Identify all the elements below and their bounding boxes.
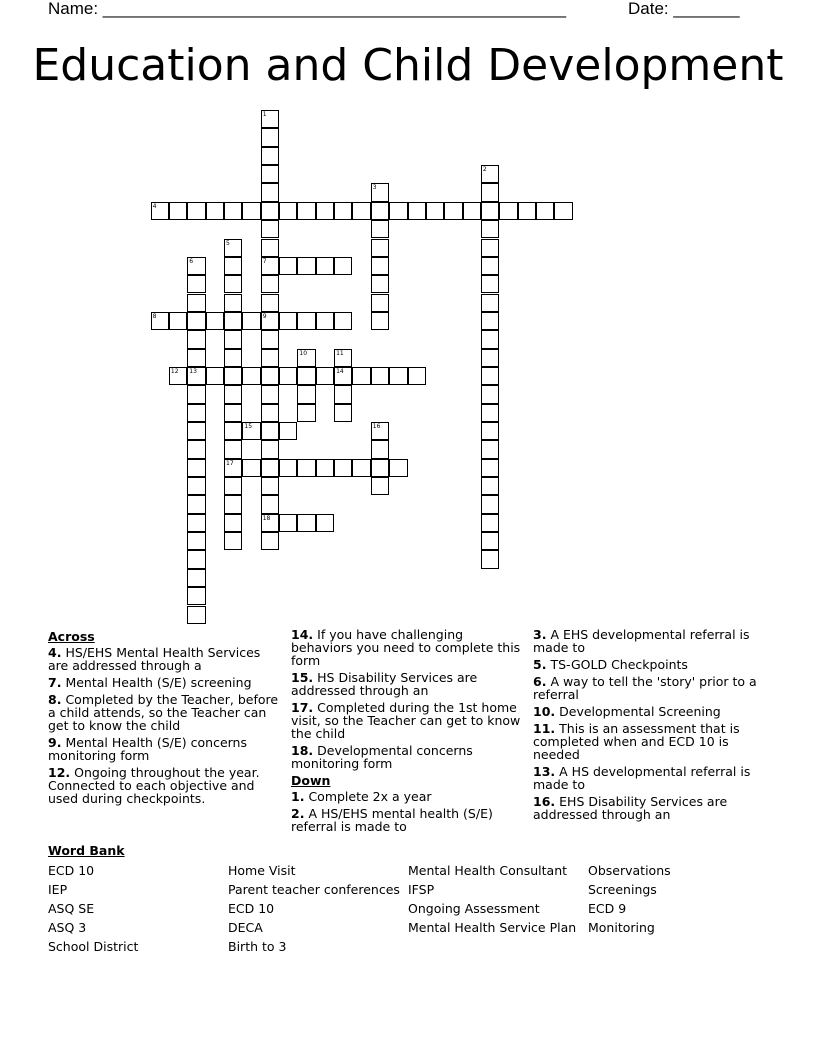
crossword-cell[interactable] [352,367,370,385]
crossword-cell[interactable] [187,569,205,587]
crossword-cell[interactable] [261,294,279,312]
cell-number: 8 [152,312,157,320]
crossword-cell[interactable] [169,202,187,220]
crossword-cell[interactable] [261,202,279,220]
word-bank-item: IEP [48,882,68,897]
word-bank-item: Home Visit [228,863,296,878]
crossword-cell[interactable] [261,147,279,165]
page-title: Education and Child Development [32,40,784,91]
crossword-cell[interactable] [224,330,242,348]
across-clue-4: 4. HS/EHS Mental Health Services are addressed through a [48,645,261,673]
crossword-cell[interactable] [261,459,279,477]
crossword-cell[interactable] [536,202,554,220]
crossword-cell[interactable] [371,422,389,440]
crossword-cell[interactable] [371,275,389,293]
cell-number: 13 [189,367,197,375]
crossword-cell[interactable] [481,220,499,238]
crossword-cell[interactable] [389,367,407,385]
crossword-cell[interactable] [261,110,279,128]
crossword-cell[interactable] [224,202,242,220]
crossword-cell[interactable] [187,294,205,312]
crossword-cell[interactable] [481,312,499,330]
word-bank-item: Parent teacher conferences [228,882,400,897]
crossword-cell[interactable] [371,440,389,458]
down-clue-13: 13. A HS developmental referral is made to [533,764,751,792]
crossword-cell[interactable] [481,440,499,458]
crossword-cell[interactable] [224,367,242,385]
crossword-cell[interactable] [261,239,279,257]
word-bank-item: Birth to 3 [228,939,287,954]
crossword-cell[interactable] [187,477,205,495]
crossword-cell[interactable] [297,514,315,532]
crossword-cell[interactable] [371,459,389,477]
crossword-cell[interactable] [187,550,205,568]
word-bank-item: School District [48,939,139,954]
crossword-cell[interactable] [371,477,389,495]
crossword-cell[interactable] [408,367,426,385]
crossword-cell[interactable] [261,514,279,532]
crossword-cell[interactable] [426,202,444,220]
cell-number: 9 [262,312,267,320]
crossword-cell[interactable] [371,312,389,330]
word-bank-item: DECA [228,920,263,935]
word-bank-column-3 [408,861,588,937]
crossword-cell[interactable] [224,349,242,367]
crossword-cell[interactable] [261,532,279,550]
crossword-cell[interactable] [481,275,499,293]
crossword-cell[interactable] [224,294,242,312]
crossword-cell[interactable] [187,514,205,532]
crossword-cell[interactable] [279,367,297,385]
word-bank-item: Mental Health Consultant [408,863,568,878]
crossword-cell[interactable] [481,165,499,183]
crossword-cell[interactable] [224,422,242,440]
cell-number: 18 [262,514,271,522]
clues-column-2 [291,628,523,837]
crossword-cell[interactable] [261,440,279,458]
cell-number: 6 [189,257,194,265]
word-bank-item: ASQ 3 [48,920,87,935]
crossword-cell[interactable] [187,385,205,403]
crossword-cell[interactable] [334,312,352,330]
crossword-cell[interactable] [169,367,187,385]
crossword-cell[interactable] [481,202,499,220]
crossword-cell[interactable] [261,275,279,293]
crossword-cell[interactable] [316,202,334,220]
cell-number: 7 [262,257,267,265]
crossword-cell[interactable] [371,257,389,275]
word-bank-item: Mental Health Service Plan [408,920,577,935]
crossword-cell[interactable] [187,532,205,550]
crossword-cell[interactable] [481,495,499,513]
crossword-cell[interactable] [187,404,205,422]
down-clue-10: 10. Developmental Screening [533,704,721,719]
cell-number: 10 [299,349,308,357]
cell-number: 16 [372,423,381,430]
crossword-cell[interactable] [169,312,187,330]
across-clue-15: 15. HS Disability Services are addressed through an [291,670,478,698]
cell-number: 14 [336,367,344,375]
crossword-cell[interactable] [261,477,279,495]
crossword-cell[interactable] [481,404,499,422]
word-bank-item: Screenings [588,882,657,897]
crossword-cell[interactable] [242,312,260,330]
crossword-cell[interactable] [316,312,334,330]
crossword-cell[interactable] [481,422,499,440]
crossword-cell[interactable] [261,367,279,385]
crossword-cell[interactable] [499,202,517,220]
crossword-cell[interactable] [297,459,315,477]
crossword-cell[interactable] [297,202,315,220]
crossword-cell[interactable] [297,312,315,330]
down-clue-1: 1. Complete 2x a year [291,789,432,804]
crossword-cell[interactable] [261,330,279,348]
crossword-cell[interactable] [261,165,279,183]
crossword-cell[interactable] [187,459,205,477]
crossword-cell[interactable] [279,312,297,330]
crossword-cell[interactable] [297,349,315,367]
crossword-cell[interactable] [187,606,205,624]
crossword-cell[interactable] [187,367,205,385]
crossword-cell[interactable] [187,349,205,367]
across-clue-7: 7. Mental Health (S/E) screening [48,675,252,690]
crossword-cell[interactable] [224,495,242,513]
crossword-cell[interactable] [389,202,407,220]
crossword-cell[interactable] [334,349,352,367]
word-bank-item: Monitoring [588,920,655,935]
word-bank-title: Word Bank [48,843,125,858]
crossword-cell[interactable] [408,202,426,220]
crossword-cell[interactable] [242,202,260,220]
crossword-cell[interactable] [261,422,279,440]
crossword-cell[interactable] [279,257,297,275]
down-clue-16: 16. EHS Disability Services are addressed through an [533,794,728,822]
word-bank [48,842,768,954]
crossword-cell[interactable] [481,532,499,550]
crossword-cell[interactable] [481,257,499,275]
crossword-cell[interactable] [297,367,315,385]
crossword-cell[interactable] [334,459,352,477]
crossword-cell[interactable] [224,477,242,495]
crossword-cell[interactable] [371,183,389,201]
crossword-cell[interactable] [187,422,205,440]
crossword-cell[interactable] [224,459,242,477]
cell-number: 17 [226,459,234,467]
crossword-cell[interactable] [261,220,279,238]
crossword-cell[interactable] [224,514,242,532]
crossword-cell[interactable] [187,257,205,275]
date-field[interactable]: Date: _______ [628,0,740,18]
crossword-cell[interactable] [224,440,242,458]
crossword-cell[interactable] [187,202,205,220]
crossword-cell[interactable] [481,330,499,348]
crossword-cell[interactable] [481,550,499,568]
cell-number: 12 [170,367,179,375]
crossword-cell[interactable] [481,294,499,312]
crossword-cell[interactable] [224,404,242,422]
crossword-cell[interactable] [316,257,334,275]
crossword-cell[interactable] [352,202,370,220]
crossword-cell[interactable] [334,257,352,275]
cell-number: 4 [152,202,157,210]
cell-number: 11 [336,349,344,357]
crossword-cell[interactable] [371,202,389,220]
crossword-cell[interactable] [206,367,224,385]
crossword-cell[interactable] [261,349,279,367]
crossword-cell[interactable] [224,312,242,330]
crossword-cell[interactable] [518,202,536,220]
crossword-cell[interactable] [352,459,370,477]
down-heading: Down [291,773,331,788]
word-bank-column-1 [48,861,228,956]
crossword-cell[interactable] [389,459,407,477]
crossword-cell[interactable] [187,275,205,293]
crossword-cell[interactable] [261,312,279,330]
crossword-cell[interactable] [554,202,572,220]
crossword-cell[interactable] [334,404,352,422]
crossword-cell[interactable] [334,385,352,403]
crossword-cell[interactable] [187,312,205,330]
crossword-cell[interactable] [151,202,169,220]
crossword-cell[interactable] [444,202,462,220]
across-clue-14: 14. If you have challenging behaviors you need to complete this form [291,627,521,668]
crossword-cell[interactable] [187,587,205,605]
cell-number: 15 [244,423,253,430]
word-bank-item: ECD 10 [228,901,275,916]
crossword-cell[interactable] [279,202,297,220]
across-clue-17: 17. Completed during the 1st home visit, so the Teacher can get to know the child [291,700,521,741]
cell-number: 1 [262,111,267,118]
crossword-cell[interactable] [481,385,499,403]
crossword-cell[interactable] [187,330,205,348]
crossword-cell[interactable] [261,128,279,146]
crossword-cell[interactable] [224,385,242,403]
crossword-cell[interactable] [206,202,224,220]
crossword-cell[interactable] [481,183,499,201]
word-bank-item: Ongoing Assessment [408,901,540,916]
word-bank-column-2 [228,861,408,956]
crossword-cell[interactable] [481,367,499,385]
name-field[interactable]: Name: _________________________________________________ [48,0,567,18]
crossword-cell[interactable] [261,257,279,275]
crossword-cell[interactable] [463,202,481,220]
crossword-cell[interactable] [371,367,389,385]
across-clue-12: 12. Ongoing throughout the year. Connected to each objective and used during checkpoints. [48,765,260,806]
crossword-cell[interactable] [187,440,205,458]
crossword-cell[interactable] [481,349,499,367]
crossword-cell[interactable] [261,404,279,422]
crossword-cell[interactable] [242,367,260,385]
across-clue-8: 8. Completed by the Teacher, before a child attends, so the Teacher can get to know the child [48,692,279,733]
crossword-cell[interactable] [371,294,389,312]
word-bank-item: Observations [588,863,671,878]
word-bank-item: IFSP [408,882,435,897]
crossword-cell[interactable] [224,532,242,550]
cell-number: 5 [226,239,230,247]
crossword-cell[interactable] [371,239,389,257]
crossword-cell[interactable] [151,312,169,330]
crossword-cell[interactable] [279,514,297,532]
crossword-cell[interactable] [297,257,315,275]
crossword-cell[interactable] [481,514,499,532]
across-heading: Across [48,629,95,644]
crossword-cell[interactable] [481,477,499,495]
crossword-cell[interactable] [334,367,352,385]
crossword-cell[interactable] [242,422,260,440]
crossword-cell[interactable] [242,459,260,477]
crossword-cell[interactable] [316,459,334,477]
crossword-cell[interactable] [481,239,499,257]
crossword-cell[interactable] [371,220,389,238]
crossword-cell[interactable] [187,495,205,513]
cell-number: 3 [372,184,377,192]
crossword-cell[interactable] [279,422,297,440]
word-bank-column-4 [588,861,768,937]
crossword-cell[interactable] [316,367,334,385]
crossword-cell[interactable] [261,495,279,513]
clues-section [48,627,778,834]
across-clue-18: 18. Developmental concerns monitoring form [291,743,473,771]
word-bank-item: ASQ SE [48,901,95,916]
cell-number: 2 [482,166,487,174]
word-bank-item: ECD 9 [588,901,627,916]
crossword-cell[interactable] [224,275,242,293]
clues-column-3 [533,628,773,825]
crossword-cell[interactable] [316,514,334,532]
down-clue-3: 3. A EHS developmental referral is made to [533,627,750,655]
down-clue-6: 6. A way to tell the 'story' prior to a referral [533,674,757,702]
across-clue-9: 9. Mental Health (S/E) concerns monitoring form [48,735,247,763]
crossword-cell[interactable] [334,202,352,220]
down-clue-11: 11. This is an assessment that is completed when and ECD 10 is needed [533,721,740,762]
down-clue-5: 5. TS-GOLD Checkpoints [533,657,688,672]
crossword-cell[interactable] [261,385,279,403]
crossword-cell[interactable] [297,385,315,403]
clues-column-1 [48,628,284,809]
crossword-cell[interactable] [297,404,315,422]
crossword-cell[interactable] [224,239,242,257]
down-clue-2: 2. A HS/EHS mental health (S/E) referral is made to [291,806,493,834]
crossword-cell[interactable] [261,183,279,201]
word-bank-item: ECD 10 [48,863,95,878]
crossword-cell[interactable] [206,312,224,330]
crossword-cell[interactable] [224,257,242,275]
crossword-cell[interactable] [279,459,297,477]
crossword-cell[interactable] [481,459,499,477]
